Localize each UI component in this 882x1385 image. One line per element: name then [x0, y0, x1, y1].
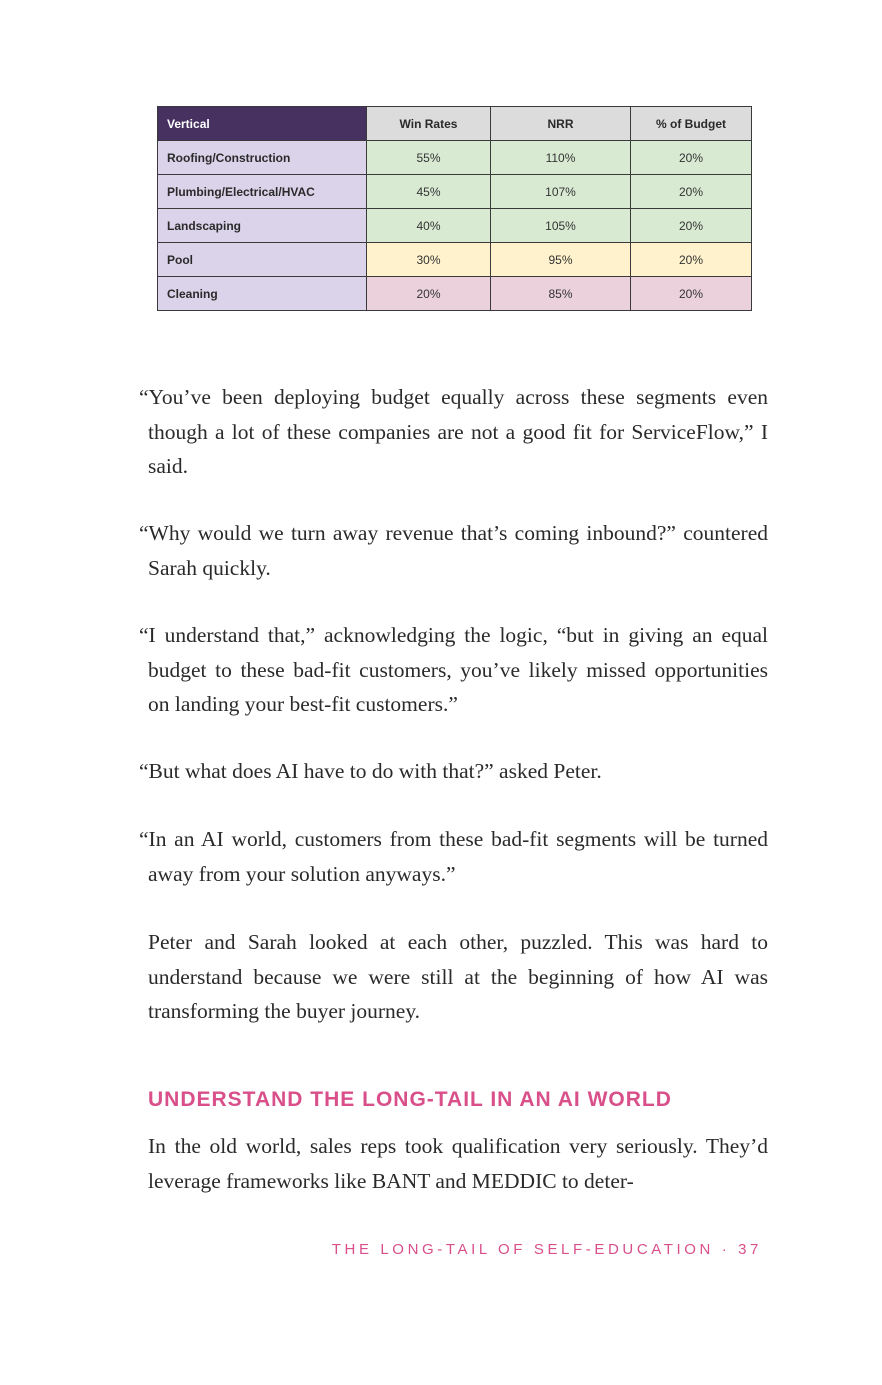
- win-rate-cell: 55%: [367, 141, 491, 175]
- table-row: [158, 175, 752, 209]
- table-row: [158, 209, 752, 243]
- vertical-cell: Plumbing/Electrical/HVAC: [158, 175, 367, 209]
- win-rate-cell: 40%: [367, 209, 491, 243]
- dialogue-paragraph: “But what does AI have to do with that?” asked Peter.: [139, 759, 602, 783]
- table-row: [158, 243, 752, 277]
- narrative-paragraph: Peter and Sarah looked at each other, puzzled. This was hard to understand because we were still at the beginning of how AI was transforming the buyer journey.: [148, 930, 768, 1023]
- nrr-cell: 95%: [491, 243, 631, 277]
- budget-cell: 20%: [631, 175, 752, 209]
- table-row: [158, 141, 752, 175]
- dialogue-paragraph: “You’ve been deploying budget equally across these segments even though a lot of these companies are not a good fit for ServiceFlow,” I said.: [139, 385, 768, 478]
- header-vertical: Vertical: [158, 107, 367, 141]
- dialogue-paragraph: “I understand that,” acknowledging the logic, “but in giving an equal budget to these bad-fit customers, you’ve likely missed opportunities on landing your best-fit customers.”: [139, 623, 768, 716]
- nrr-cell: 85%: [491, 277, 631, 311]
- vertical-cell: Pool: [158, 243, 367, 277]
- budget-cell: 20%: [631, 243, 752, 277]
- section-paragraph: In the old world, sales reps took qualification very seriously. They’d leverage frameworks like BANT and MEDDIC to deter-: [148, 1134, 768, 1193]
- vertical-cell: Cleaning: [158, 277, 367, 311]
- win-rate-cell: 30%: [367, 243, 491, 277]
- vertical-cell: Roofing/Construction: [158, 141, 367, 175]
- header-win-rates: Win Rates: [367, 107, 491, 141]
- budget-cell: 20%: [631, 209, 752, 243]
- win-rate-cell: 45%: [367, 175, 491, 209]
- nrr-cell: 107%: [491, 175, 631, 209]
- dialogue-paragraph: “Why would we turn away revenue that’s coming inbound?” countered Sarah quickly.: [139, 521, 768, 580]
- running-footer: THE LONG-TAIL OF SELF-EDUCATION · 37: [331, 1241, 762, 1258]
- nrr-cell: 105%: [491, 209, 631, 243]
- budget-cell: 20%: [631, 141, 752, 175]
- vertical-performance-table: [157, 106, 752, 311]
- dialogue-paragraph: “In an AI world, customers from these bad-fit segments will be turned away from your solution anyways.”: [139, 827, 768, 886]
- win-rate-cell: 20%: [367, 277, 491, 311]
- nrr-cell: 110%: [491, 141, 631, 175]
- budget-cell: 20%: [631, 277, 752, 311]
- table-header-row: [158, 107, 752, 141]
- vertical-cell: Landscaping: [158, 209, 367, 243]
- table-row: [158, 277, 752, 311]
- header-nrr: NRR: [491, 107, 631, 141]
- section-heading: UNDERSTAND THE LONG-TAIL IN AN AI WORLD: [148, 1088, 672, 1111]
- header-budget: % of Budget: [631, 107, 752, 141]
